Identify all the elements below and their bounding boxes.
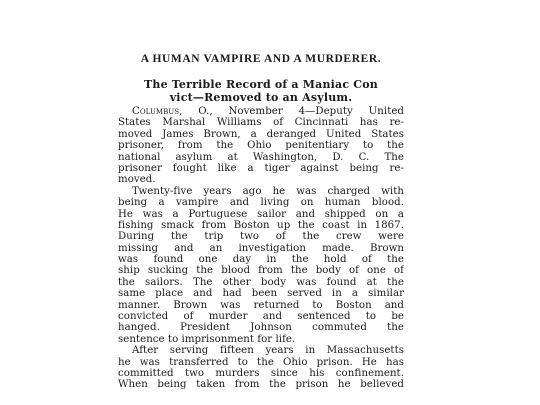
body-line: manner. Brown was returned to Boston and <box>118 299 404 311</box>
newspaper-article <box>118 52 404 391</box>
body-line: missing and an investigation made. Brown <box>118 242 404 254</box>
body-line: fishing smack from Boston up the coast in 1867. <box>118 219 404 231</box>
body-line: national asylum at Washington, D. C. The <box>118 151 404 163</box>
body-line: same place and had been served in a similar <box>118 288 404 300</box>
body-line: When being taken from the prison he believed <box>118 379 404 391</box>
body-line: convicted of murder and sentenced to be <box>118 311 404 323</box>
body-line: During the trip two of the crew were <box>118 231 404 243</box>
body-line: moved James Brown, a deranged United States <box>118 128 404 140</box>
article-subhead <box>118 78 404 104</box>
body-line: sentence to imprisonment for life. <box>118 333 296 345</box>
article-paragraph-2 <box>118 186 404 345</box>
body-line: He was a Portuguese sailor and shipped on a <box>118 208 404 220</box>
body-line: hanged. President Johnson commuted the <box>118 322 404 334</box>
subhead-line-2: vict—Removed to an Asylum. <box>169 91 353 104</box>
body-line: being a vampire and living on human blood. <box>118 197 404 209</box>
subhead-line-1: The Terrible Record of a Maniac Con <box>144 78 378 91</box>
body-line: ship sucking the blood from the body of one of <box>118 265 404 277</box>
body-line <box>118 106 404 117</box>
article-headline: A HUMAN VAMPIRE AND A MURDERER. <box>140 53 382 65</box>
body-line: was found one day in the hold of the <box>118 254 404 266</box>
dateline: Columbus, O., <box>132 106 213 117</box>
body-line: States Marshal Williams of Cincinnati has re- <box>118 117 404 129</box>
body-line: prisoner, from the Ohio penitentiary to the <box>118 140 404 152</box>
body-line: moved. <box>118 174 156 186</box>
article-paragraph-3 <box>118 345 404 391</box>
body-line: prisoner fought like a tiger against being re- <box>118 162 404 174</box>
body-line: After serving fifteen years in Massachusetts <box>132 345 404 357</box>
body-line: committed two murders since his confinement. <box>118 367 404 379</box>
article-paragraph-1 <box>118 106 404 186</box>
article-body <box>118 106 404 391</box>
body-line: he was transferred to the Ohio prison. He has <box>118 356 404 368</box>
body-line: the sailors. The other body was found at the <box>118 276 404 288</box>
body-line-text: November 4—Deputy United <box>212 106 404 117</box>
body-line: Twenty-five years ago he was charged with <box>132 185 404 197</box>
